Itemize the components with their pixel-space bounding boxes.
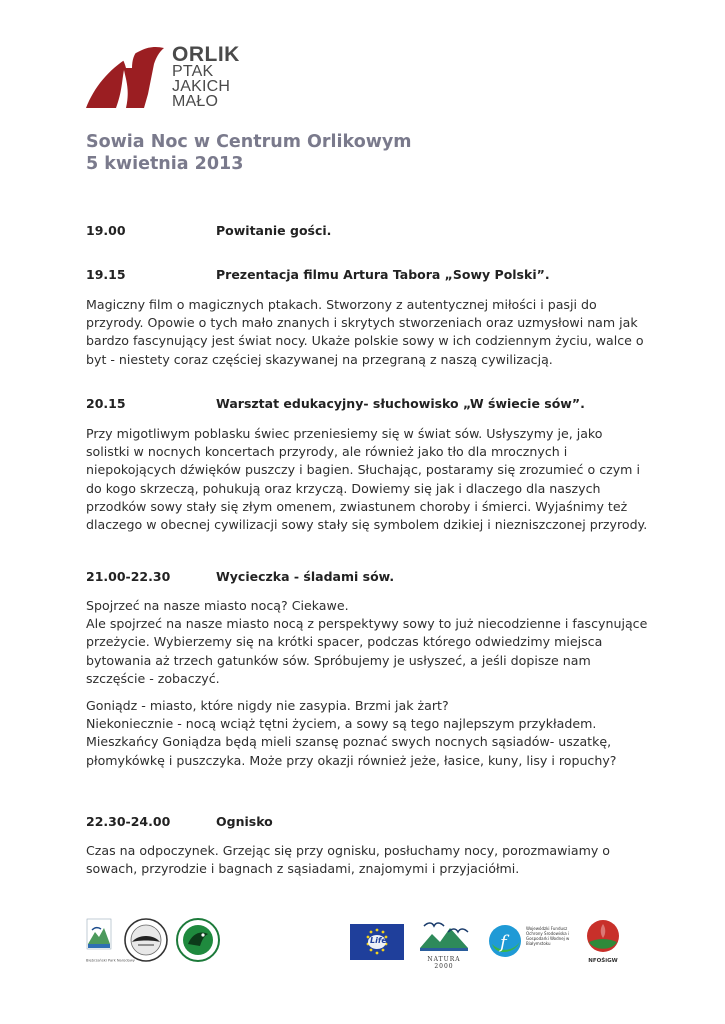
program-description-2 [86,296,646,369]
nature-society-logo [176,918,220,962]
title-line-1: Sowia Noc w Centrum Orlikowym [86,132,412,152]
text-line: solistki w nocnych koncertach przyrody, ale również jako tło dla mrocznych i [86,444,568,460]
program-description-4 [86,597,646,688]
life-label: Life [370,936,387,945]
owl-emblem-icon [124,918,168,962]
program-time-2: 19.15 [86,267,126,282]
text-line: Przy migotliwym poblasku świec przeniesiemy się w świat sów. Usłyszymy je, jako [86,426,603,441]
green-bird-emblem-icon [176,918,220,962]
orlik-logo [86,44,246,112]
orlik-bird-icon [86,44,170,112]
program-time-5: 22.30-24.00 [86,814,171,829]
logo-line-3: JAKICH [172,78,231,95]
page-title [86,131,412,175]
text-line: Goniądz - miasto, które nigdy nie zasypia. Brzmi jak żart? [86,698,449,713]
text-line: bardzo fascynujący jest świat nocy. Ukaże polskie sowy w ich codziennym życiu, walce o [86,333,644,349]
program-description-4b [86,697,646,770]
program-description-5 [86,842,646,878]
logo-line-1: ORLIK [172,43,240,66]
natura-2000-logo [418,920,470,970]
text-line: Magiczny film o magicznych ptakach. Stworzony z autentycznej miłości i pasji do [86,297,597,312]
logo-line-4: MAŁO [172,93,219,110]
program-time-3: 20.15 [86,396,126,411]
program-heading-4: Wycieczka - śladami sów. [216,569,395,584]
text-line: Spojrzeć na nasze miasto nocą? Ciekawe. [86,598,349,613]
fund-f-icon [488,924,522,958]
text-line: Ale spojrzeć na nasze miasto nocą z perspektywy sowy to już niecodzienne i fascynujące [86,616,648,632]
birds-landscape-icon [418,920,470,952]
natura-caption: NATURA 2000 [427,956,461,970]
text-line: przyrody. Opowie o tych mało znanych i skrytych stworzeniach oraz uzmysłowi nam jak [86,315,638,331]
text-line: Czas na odpoczynek. Grzejąc się przy ognisku, posłuchamy nocy, porozmawiamy o [86,843,611,858]
program-heading-5: Ognisko [216,814,273,829]
program-heading-3: Warsztat edukacyjny- słuchowisko „W świecie sów”. [216,396,585,411]
wfos-logo [488,924,572,960]
text-line: sowach, przyrodzie i bagnach z sąsiadami, znajomymi i przyjaciółmi. [86,861,520,877]
logo-line-2: PTAK [172,63,214,80]
text-line: szczęście - zobaczyć. [86,670,220,686]
text-line: byt - niestety coraz częściej skazywanej na przegraną z naszą cywilizacją. [86,351,553,367]
red-leaf-icon [586,918,620,954]
program-description-3 [86,425,646,534]
program-time-1: 19.00 [86,223,126,238]
svg-text:f: f [500,932,507,953]
program-heading-2: Prezentacja filmu Artura Tabora „Sowy Polski”. [216,267,550,282]
park-caption: Biebrzański Park Narodowy [86,958,135,963]
text-line: Mieszkańcy Goniądza będą mieli szansę poznać swych nocnych sąsiadów- uszatkę, [86,734,612,750]
text-line: płomykówkę i puszczyka. Może przy okazji również jeże, łasice, kuny, lisy i ropuchy? [86,752,617,768]
park-logo [86,918,135,963]
text-line: do kogo skrzeczą, pohukują oraz krzyczą. Dowiemy się jak i dlaczego dla naszych [86,480,601,496]
program-heading-1: Powitanie gości. [216,223,332,238]
mountain-bird-icon [86,918,112,954]
fund-caption: Wojewódzki Fundusz Ochrony Środowiska i Gospodarki Wodnej w Białymstoku [526,926,570,946]
text-line: niepokojących dźwięków puszczy i bagien. Słuchając, postaramy się zrozumieć o czym i [86,462,640,478]
title-line-2: 5 kwietnia 2013 [86,154,244,174]
text-line: bytowania aż trzech gatunków sów. Spróbujemy je usłyszeć, a jeśli dopisze nam [86,652,591,668]
text-line: dlaczego w obecnej cywilizacji sowy stały się symbolem dzikiej i niezniszczonej przyrody. [86,517,648,533]
program-time-4: 21.00-22.30 [86,569,171,584]
nfos-caption: NFOŚiGW [588,958,618,964]
eu-life-logo [350,924,404,960]
text-line: przeżycie. Wybierzemy się na krótki spacer, podczas którego odwiedzimy miejsca [86,634,603,650]
nfosigw-logo [586,918,620,966]
owl-society-logo [124,918,168,962]
text-line: przodków sowy stały się złym omenem, zwiastunem choroby i śmierci. Wyjaśnimy też [86,498,628,514]
text-line: Niekoniecznie - nocą wciąż tętni życiem, a sowy są tego najlepszym przykładem. [86,716,597,732]
